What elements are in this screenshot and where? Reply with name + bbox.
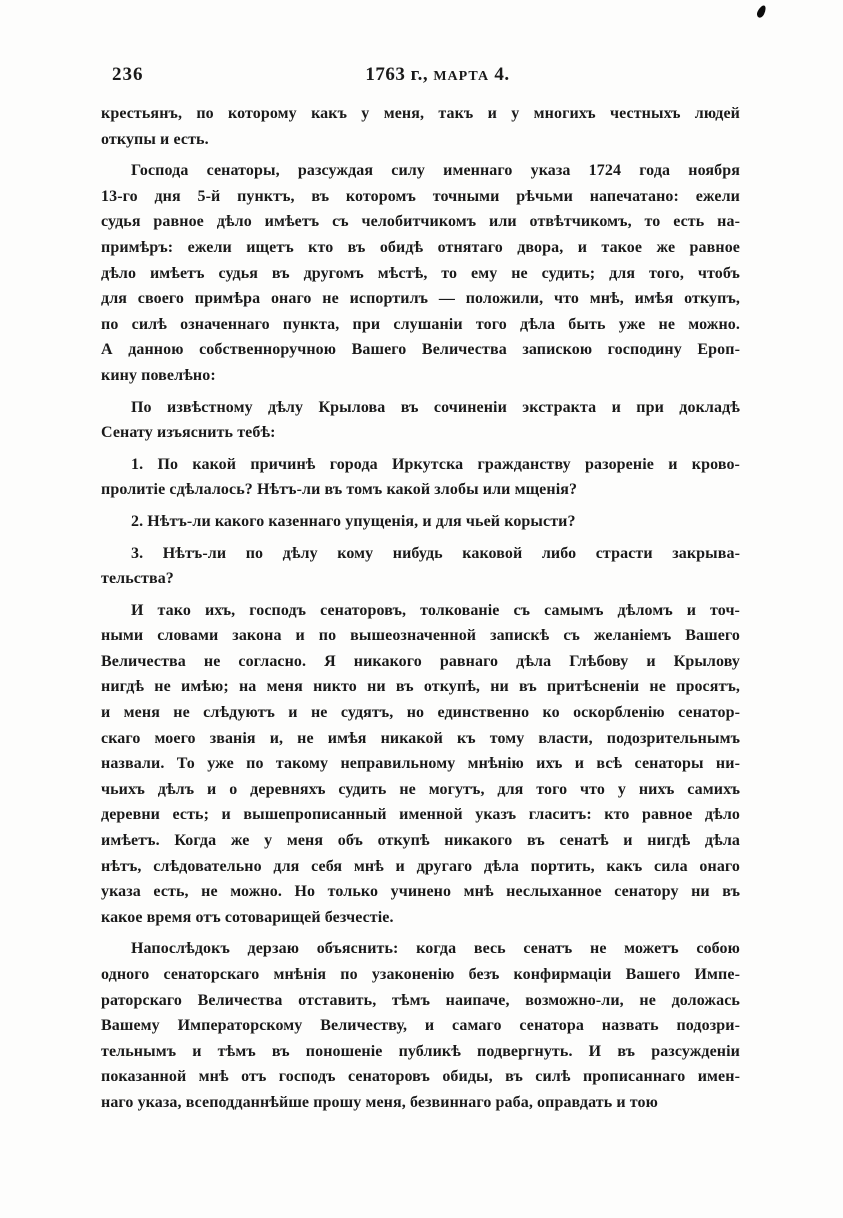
ink-smudge-mark: [756, 4, 768, 19]
running-title-day: 4.: [489, 64, 510, 85]
text-line: чьихъ дѣлъ и о деревняхъ судить не могутъ, для того что у нихъ самихъ: [101, 780, 740, 798]
text-line: По извѣстному дѣлу Крылова въ сочиненіи экстракта и при докладѣ: [131, 398, 740, 416]
text-line: кину повелѣно:: [101, 366, 216, 384]
text-line: указа есть, не можно. Но только учинено мнѣ неслыханное сенатору ни въ: [101, 883, 740, 901]
running-title-month: МАРТА: [433, 69, 490, 84]
paragraph: [101, 452, 740, 503]
paragraph: [101, 541, 740, 592]
paragraph: [101, 158, 740, 388]
text-line: Напослѣдокъ дерзаю объяснить: когда весь сенатъ не можетъ собою: [131, 940, 740, 958]
running-title: [118, 64, 757, 86]
text-line: Величества не согласно. Я никакого равнаго дѣла Глѣбову и Крылову: [101, 652, 740, 670]
text-line: одного сенаторскаго мнѣнія по узаконенію безъ конфирмаціи Вашего Импе-: [101, 966, 740, 983]
text-line: судья равное дѣло имѣетъ съ челобитчикомъ или отвѣтчикомъ, то есть на-: [101, 213, 740, 231]
text-line: 2. Нѣтъ-ли какого казеннаго упущенія, и для чьей корысти?: [131, 512, 576, 530]
running-head: [101, 64, 740, 88]
text-line: 13-го дня 5-й пунктъ, въ которомъ точными рѣчьми напечатано: ежели: [101, 187, 740, 205]
text-line: Господа сенаторы, разсуждая силу именнаго указа 1724 года ноября: [131, 162, 740, 180]
text-line: и меня не слѣдуютъ и не судятъ, но единственно ко оскорбленію сенатор-: [101, 704, 740, 722]
paragraph: [101, 101, 740, 152]
paragraph: [101, 598, 740, 931]
text-line: деревни есть; и вышепрописанный именной указъ гласитъ: кто равное дѣло: [101, 806, 740, 824]
text-line: крестьянъ, по которому какъ у меня, такъ и у многихъ честныхъ людей: [101, 105, 740, 122]
text-line: примѣръ: ежели ищетъ кто въ обидѣ отнятаго двора, и такое же равное: [101, 238, 740, 256]
text-line: назвали. То уже по такому неправильному мнѣнію ихъ и всѣ сенаторы ни-: [101, 755, 740, 773]
text-line: какое время отъ сотоварищей безчестіе.: [101, 908, 394, 926]
text-line: 1. По какой причинѣ города Иркутска гражданству разореніе и крово-: [131, 455, 740, 473]
text-line: тельнымъ и тѣмъ въ поношеніе публикѣ подвергнуть. И въ разсужденіи: [101, 1042, 740, 1060]
text-line: 3. Нѣтъ-ли по дѣлу кому нибудь каковой либо страсти закрыва-: [131, 544, 740, 562]
text-line: Сенату изъяснить тебѣ:: [101, 424, 276, 442]
text-line: по силѣ означеннаго пункта, при слушаніи того дѣла быть уже не можно.: [101, 315, 740, 333]
text-line: ными словами закона и по вышеозначенной запискѣ съ желаніемъ Вашего: [101, 627, 740, 645]
text-line: Вашему Императорскому Величеству, и самаго сенатора назвать подозри-: [101, 1017, 740, 1035]
text-line: А данною собственноручною Вашего Величества запискою господину Ероп-: [101, 341, 740, 359]
paragraph: [101, 395, 740, 446]
paragraph: [101, 936, 740, 1115]
text-line: показанной мнѣ отъ господъ сенаторовъ обиды, въ силѣ прописаннаго имен-: [101, 1068, 740, 1086]
text-column: [101, 64, 740, 1116]
text-line: наго указа, всеподданнѣйше прошу меня, безвиннаго раба, оправдать и тою: [101, 1093, 658, 1111]
text-line: скаго моего званія и, не имѣя никакой къ тому власти, подозрительнымъ: [101, 729, 740, 747]
text-line: нѣтъ, слѣдовательно для себя мнѣ и другаго дѣла портить, какъ сила онаго: [101, 857, 740, 875]
text-line: раторскаго Величества отставить, тѣмъ наипаче, возможно-ли, не доложась: [101, 991, 740, 1009]
text-line: нигдѣ не имѣю; на меня никто ни въ откупѣ, ни въ притѣсненіи не просятъ,: [101, 678, 740, 696]
body-text: [101, 101, 740, 1116]
page-number: 236: [112, 64, 144, 85]
text-line: имѣетъ. Когда же у меня объ откупѣ никакого въ сенатѣ и нигдѣ дѣла: [101, 832, 740, 850]
text-line: И тако ихъ, господъ сенаторовъ, толкованіе съ самымъ дѣломъ и точ-: [131, 601, 740, 619]
text-line: откупы и есть.: [101, 130, 209, 148]
text-line: для своего примѣра онаго не испортилъ — положили, что мнѣ, имѣя откупъ,: [101, 290, 740, 308]
text-line: дѣло имѣетъ судья въ другомъ мѣстѣ, то ему не судить; для того, чтобъ: [101, 264, 740, 282]
paragraph: [101, 509, 740, 535]
text-line: тельства?: [101, 570, 174, 588]
running-title-year: 1763 г.,: [365, 64, 434, 85]
text-line: пролитіе сдѣлалось? Нѣтъ-ли въ томъ какой злобы или мщенія?: [101, 481, 578, 499]
